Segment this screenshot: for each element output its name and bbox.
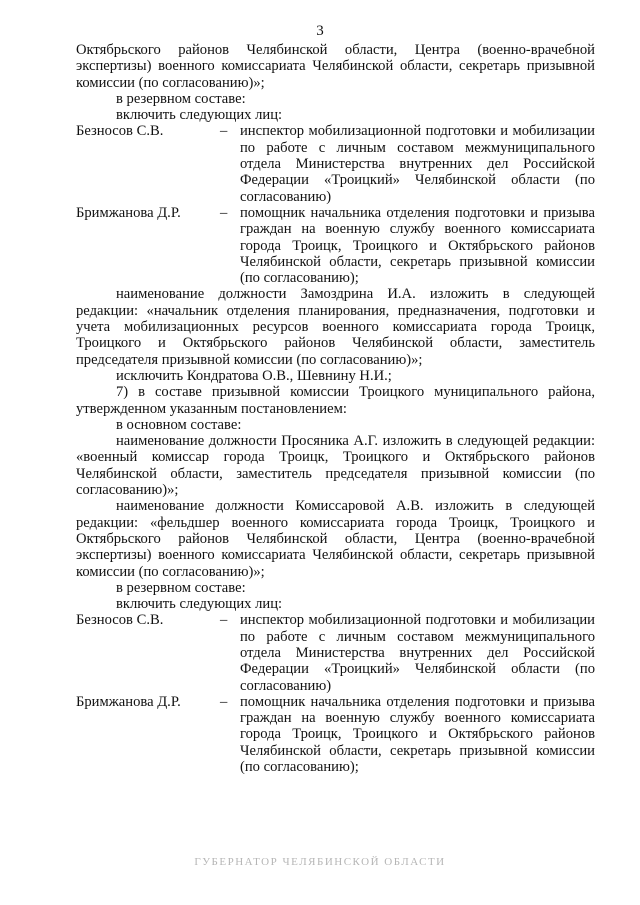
page-number: 3	[316, 23, 324, 39]
paragraph: Октябрьского районов Челябинской области, Центра (военно-врачебной экспертизы) военного комиссариата Челябинской области, секретарь призывной комиссии (по согласованию)»;	[76, 42, 595, 91]
paragraph: наименование должности Замоздрина И.А. изложить в следующей редакции: «начальник отделения планирования, предназначения, подготовки и учета мобилизационных ресурсов военного комиссариата города Троицк, Троицкого и Октябрьского районов Челябинской области, заместитель председателя призывной комиссии (по согласованию)»;	[76, 286, 595, 368]
paragraph: исключить Кондратова О.В., Шевнину Н.И.;	[116, 367, 392, 384]
member-entry	[76, 694, 595, 775]
paragraph: включить следующих лиц:	[116, 596, 283, 613]
member-dash: –	[220, 204, 228, 221]
member-dash: –	[220, 123, 228, 140]
paragraph: в резервном составе:	[116, 579, 246, 596]
member-name: Безносов С.В.	[76, 612, 164, 629]
member-dash: –	[220, 612, 228, 629]
member-position: инспектор мобилизационной подготовки и мобилизации по работе с личным составом межмуниципального отдела Министерства внутренних дел Российской Федерации «Троицкий» Челябинской области (по согласованию)	[240, 612, 595, 694]
member-entry	[76, 612, 595, 693]
member-name: Безносов С.В.	[76, 123, 164, 140]
paragraph: в резервном составе:	[116, 90, 246, 107]
member-dash: –	[220, 693, 228, 710]
paragraph: в основном составе:	[116, 416, 242, 433]
member-entry	[76, 205, 595, 286]
paragraph: включить следующих лиц:	[116, 107, 283, 124]
member-position: помощник начальника отделения подготовки и призыва граждан на военную службу военного комиссариата города Троицк, Троицкого и Октябрьского районов Челябинской области, секретарь призывной комиссии (по согласованию);	[240, 204, 595, 287]
member-name: Бримжанова Д.Р.	[76, 693, 181, 710]
paragraph: 7) в составе призывной комиссии Троицкого муниципального района, утвержденном указанным постановлением:	[76, 384, 595, 417]
paragraph: наименование должности Комиссаровой А.В. изложить в следующей редакции: «фельдшер военного комиссариата города Троицк, Троицкого и Октябрьского районов Челябинской области, Центра (военно-врачебной экспертизы) военного комиссариата Челябинской области, секретарь призывной комиссии (по согласованию)»;	[76, 498, 595, 580]
member-name: Бримжанова Д.Р.	[76, 204, 181, 221]
document-body	[76, 42, 595, 775]
member-position: помощник начальника отделения подготовки и призыва граждан на военную службу военного комиссариата города Троицк, Троицкого и Октябрьского районов Челябинской области, секретарь призывной комиссии (по согласованию);	[240, 693, 595, 776]
member-position: инспектор мобилизационной подготовки и мобилизации по работе с личным составом межмуниципального отдела Министерства внутренних дел Российской Федерации «Троицкий» Челябинской области (по согласованию)	[240, 123, 595, 205]
paragraph: наименование должности Просяника А.Г. изложить в следующей редакции: «военный комиссар города Троицк, Троицкого и Октябрьского районов Челябинской области, заместитель председателя призывной комиссии (по согласованию)»;	[76, 433, 595, 499]
footer-watermark: ГУБЕРНАТОР ЧЕЛЯБИНСКОЙ ОБЛАСТИ	[194, 856, 446, 868]
member-entry	[76, 123, 595, 204]
